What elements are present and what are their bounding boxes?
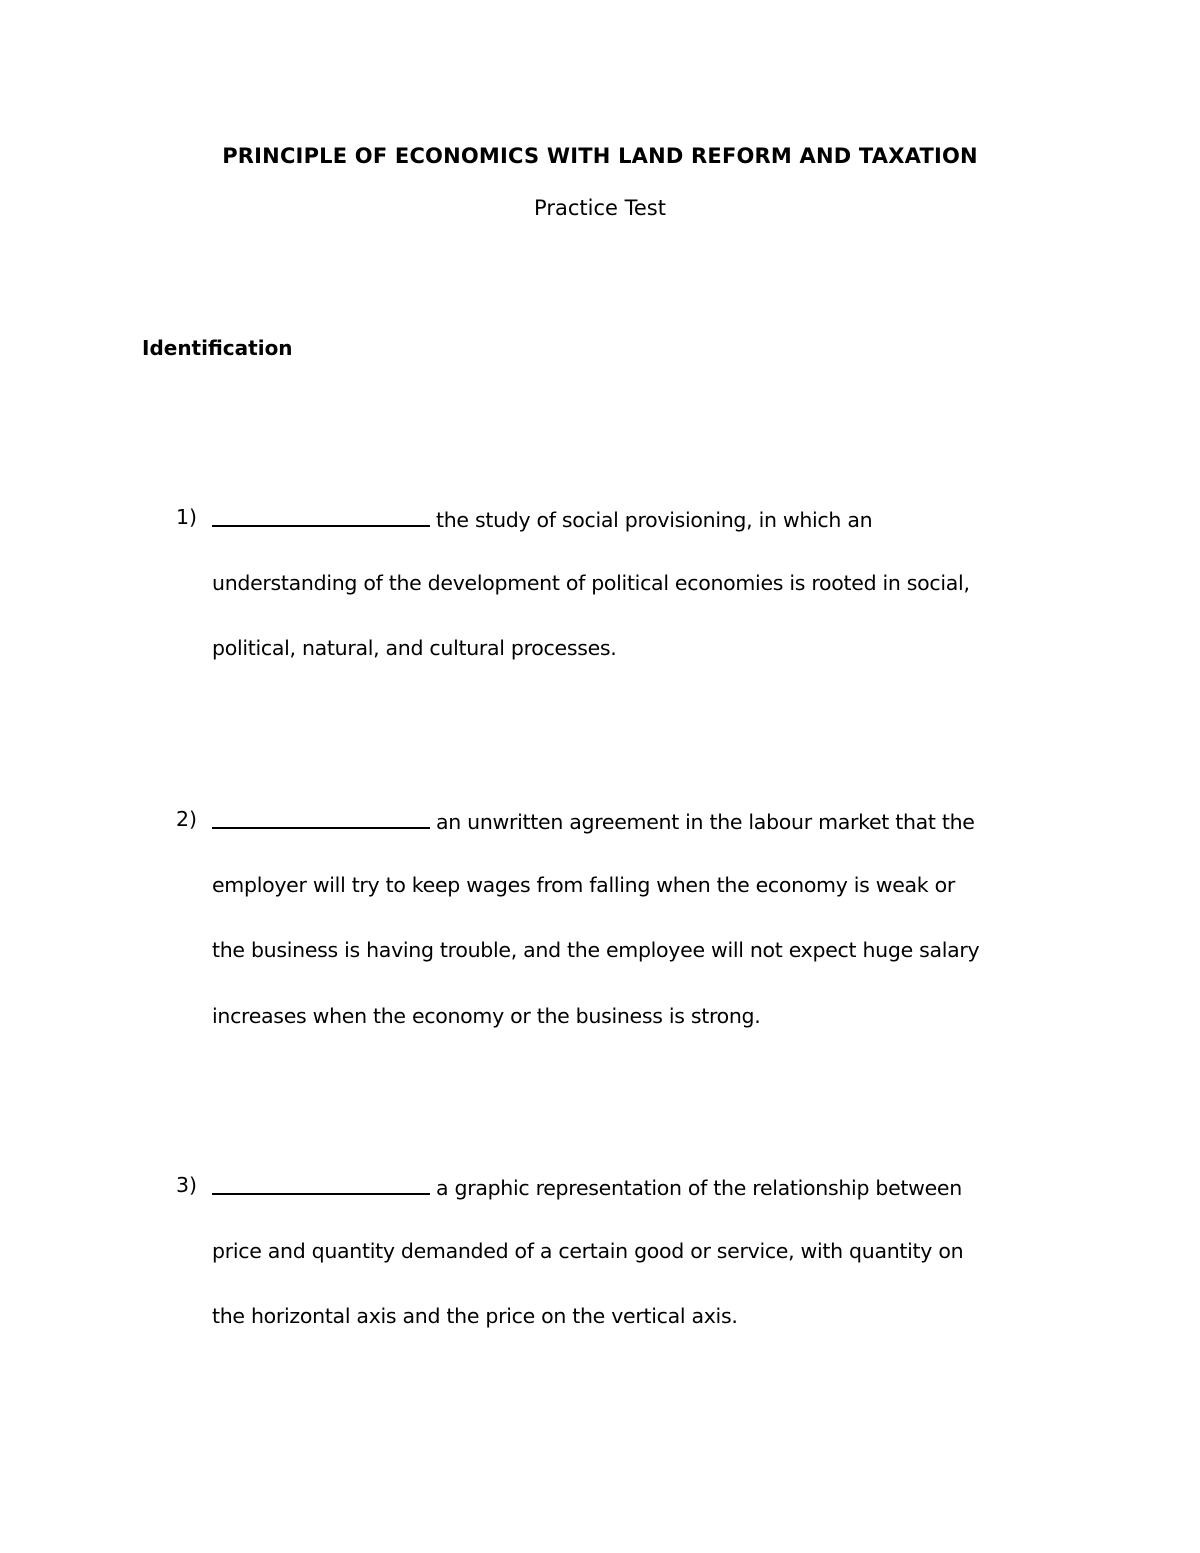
document-title: PRINCIPLE OF ECONOMICS WITH LAND REFORM AND TAXATION: [222, 144, 978, 168]
question-line: understanding of the development of political economies is rooted in social,: [212, 571, 970, 595]
answer-blank: [212, 505, 430, 527]
answer-blank: [212, 807, 430, 829]
question-line: [212, 505, 872, 532]
question-line: [212, 1173, 962, 1200]
document-subtitle: Practice Test: [534, 196, 666, 220]
question-number: 1): [176, 505, 198, 529]
question-line: [212, 807, 975, 834]
section-heading-identification: Identification: [142, 336, 293, 360]
answer-blank: [212, 1173, 430, 1195]
question-line: employer will try to keep wages from falling when the economy is weak or: [212, 873, 955, 897]
question-line: increases when the economy or the business is strong.: [212, 1004, 761, 1028]
question-number: 3): [176, 1173, 198, 1197]
question-line: political, natural, and cultural processes.: [212, 636, 617, 660]
question-line: price and quantity demanded of a certain good or service, with quantity on: [212, 1239, 964, 1263]
question-line: the business is having trouble, and the employee will not expect huge salary: [212, 938, 980, 962]
question-text: the study of social provisioning, in which an: [436, 508, 873, 532]
question-number: 2): [176, 807, 198, 831]
question-text: a graphic representation of the relationship between: [436, 1176, 962, 1200]
question-line: the horizontal axis and the price on the vertical axis.: [212, 1304, 738, 1328]
question-text: an unwritten agreement in the labour market that the: [436, 810, 975, 834]
